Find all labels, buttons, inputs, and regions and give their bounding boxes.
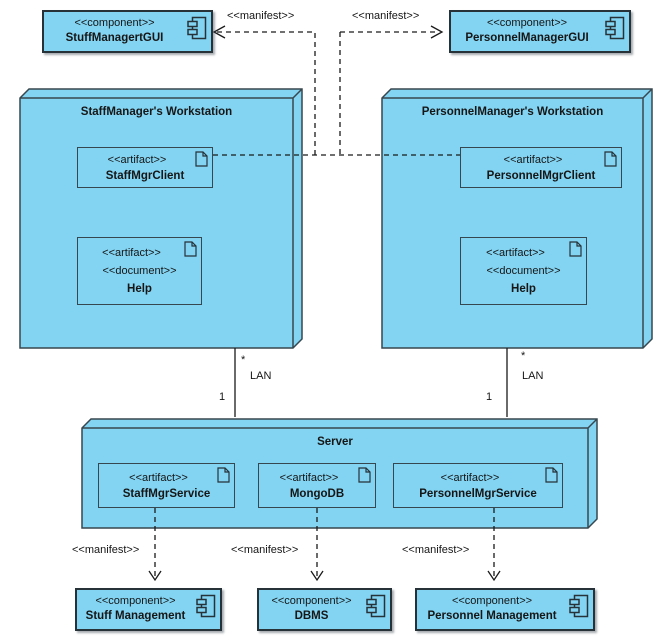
artifact-help-left[interactable] — [77, 237, 202, 305]
node-personnel-workstation-shape[interactable] — [382, 89, 652, 348]
multiplicity-many-left: * — [241, 354, 246, 366]
artifact-stereotype: <<artifact>> — [107, 154, 167, 166]
document-icon — [184, 241, 197, 257]
component-personnel-management[interactable] — [415, 588, 595, 631]
artifact-stereotype-document: <<document>> — [102, 265, 177, 277]
manifest-label-top-left: <<manifest>> — [227, 10, 295, 22]
artifact-name: MongoDB — [289, 488, 345, 500]
artifact-name: PersonnelMgrService — [419, 488, 537, 500]
manifest-label-top-right: <<manifest>> — [352, 10, 420, 22]
component-name: Stuff Management — [85, 610, 186, 622]
component-icon — [605, 16, 625, 40]
multiplicity-one-right: 1 — [486, 391, 493, 403]
node-staff-workstation-shape[interactable] — [20, 89, 302, 348]
artifact-stereotype: <<artifact>> — [503, 154, 563, 166]
artifact-stereotype: <<artifact>> — [279, 472, 339, 484]
lan-label-left: LAN — [250, 370, 272, 382]
document-icon — [195, 151, 208, 167]
artifact-staff-mgr-service[interactable] — [98, 463, 235, 508]
artifact-stereotype: <<artifact>> — [486, 247, 545, 259]
multiplicity-one-left: 1 — [219, 391, 226, 403]
artifact-stereotype: <<artifact>> — [102, 247, 161, 259]
artifact-name: StaffMgrClient — [105, 170, 185, 182]
component-name: PersonnelManagerGUI — [465, 32, 589, 44]
artifact-stereotype: <<artifact>> — [129, 472, 188, 484]
node-title-server: Server — [317, 436, 353, 448]
component-icon — [569, 594, 589, 618]
document-icon — [358, 467, 371, 483]
component-stereotype: <<component>> — [451, 595, 533, 607]
artifact-personnel-mgr-client[interactable] — [460, 147, 622, 188]
artifact-staff-mgr-client[interactable] — [77, 147, 213, 188]
manifest-label-bottom-middle: <<manifest>> — [231, 544, 299, 556]
component-stereotype: <<component>> — [74, 17, 155, 29]
artifact-personnel-mgr-service[interactable] — [393, 463, 563, 508]
component-name: Personnel Management — [427, 610, 557, 622]
artifact-name: Help — [511, 283, 536, 295]
component-icon — [366, 594, 386, 618]
artifact-name: PersonnelMgrClient — [486, 170, 596, 182]
node-title-personnel-workstation: PersonnelManager's Workstation — [421, 106, 604, 118]
component-dbms[interactable] — [257, 588, 392, 631]
artifact-name: StaffMgrService — [122, 488, 211, 500]
component-stereotype: <<component>> — [486, 17, 568, 29]
document-icon — [604, 151, 617, 167]
component-name: StuffManagertGUI — [65, 32, 164, 44]
component-icon — [196, 594, 216, 618]
lan-label-right: LAN — [522, 370, 544, 382]
component-icon — [187, 16, 207, 40]
multiplicity-many-right: * — [521, 350, 526, 362]
component-stereotype: <<component>> — [271, 595, 352, 607]
artifact-stereotype: <<artifact>> — [440, 472, 500, 484]
document-icon — [217, 467, 230, 483]
component-stereotype: <<component>> — [95, 595, 176, 607]
component-name: DBMS — [294, 610, 329, 622]
artifact-mongodb[interactable] — [258, 463, 376, 508]
node-title-staff-workstation: StaffManager's Workstation — [80, 106, 233, 118]
component-stuff-management[interactable] — [75, 588, 222, 631]
component-stuff-managert-gui[interactable] — [42, 10, 213, 53]
document-icon — [545, 467, 558, 483]
artifact-stereotype-document: <<document>> — [486, 265, 561, 277]
manifest-label-bottom-left: <<manifest>> — [72, 544, 140, 556]
document-icon — [569, 241, 582, 257]
manifest-label-bottom-right: <<manifest>> — [402, 544, 470, 556]
component-personnel-manager-gui[interactable] — [449, 10, 631, 53]
artifact-help-right[interactable] — [460, 237, 587, 305]
artifact-name: Help — [127, 283, 152, 295]
